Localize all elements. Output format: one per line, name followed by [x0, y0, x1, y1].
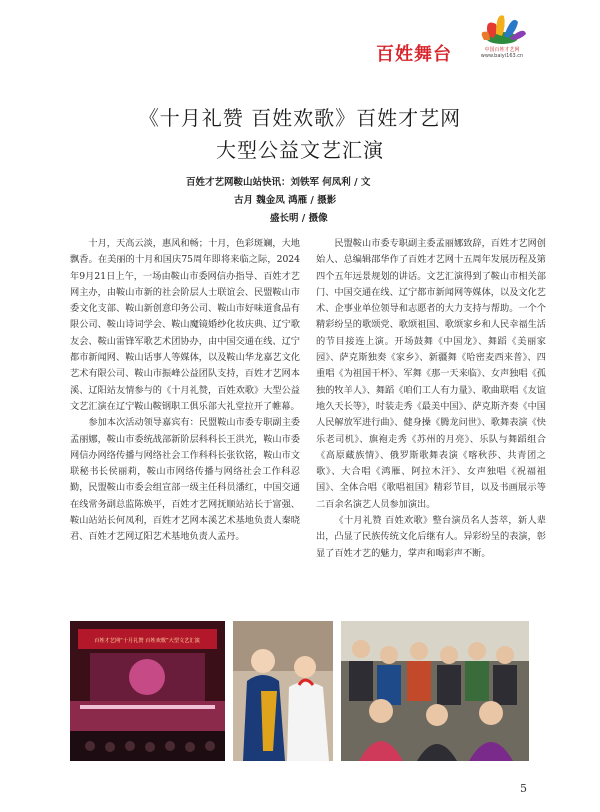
- article-title-line2: 大型公益文艺汇演: [216, 138, 384, 162]
- article-paragraph: 参加本次活动领导嘉宾有：民盟鞍山市委专职副主委孟丽娜，鞍山市委统战部新阶层科科长王洪光，鞍山市委网信办网络传播与网络社会工作科科长张钦铭，鞍山市文联秘书长侯丽莉，鞍山市网络传播与网络社会工作科忍勤，民盟鞍山市委会组宣部一级主任科员潘红，中国交通在线常务副总监陈焕平，百姓才艺网抚顺站站长于富强、鞍山站站长何凤利，百姓才艺网本溪艺术基地负责人秦晓君、百姓才艺网辽阳艺术基地负责人孟丹。: [70, 417, 300, 543]
- stage-banner-text: 百姓才艺网“十月礼赞 百姓欢歌”大型文艺汇演: [94, 638, 200, 644]
- stage-performance-photo: [70, 621, 225, 761]
- performers-photo: [233, 621, 333, 761]
- page-header: [0, 0, 600, 78]
- byline-authors: 百姓才艺网鞍山站快讯：刘铁军 何凤利 / 文: [186, 177, 371, 188]
- article-left-column: [70, 236, 300, 546]
- logo-url: www.baiyi163.cn: [480, 53, 524, 59]
- article-paragraph: 十月，天高云淡，惠风和畅；十月，色彩斑斓，大地飘香。在美丽的十月和国庆75周年即将来临之际，2024年9月21日上午，一场由鞍山市委网信办指导、百姓才艺网主办，由鞍山市新的社会阶层人士联谊会、民盟鞍山市委文化支部、鞍山新创意印务公司、鞍山市好味道食品有限公司、鞍山诗词学会、鞍山魔镜婚纱化妆庆典、辽宁歌友会、鞍山雷锋军歌艺术团协办，由中国交通在线、辽宁都市新闻网、鞍山话事人等媒体，以及鞍山华龙嘉艺文化艺术有限公司、鞍山市振峰公益团队支持，百姓才艺网本溪、辽阳站友情参与的《十月礼赞，百姓欢歌》大型公益文艺汇演在辽宁鞍山鞍钢职工俱乐部大礼堂拉开了帷幕。: [70, 238, 300, 412]
- article-paragraph: 《十月礼赞 百姓欢歌》整台演员名人荟萃，新人辈出，凸显了民族传统文化后继有人。异彩纷呈的表演，彰显了百姓才艺的魅力，掌声和喝彩声不断。: [316, 515, 546, 559]
- byline-photographers: 古月 魏金凤 鸿雁 / 摄影: [234, 195, 337, 206]
- byline-videographer: 盛长明 / 摄像: [270, 213, 328, 224]
- page-number: 5: [520, 782, 527, 795]
- flower-logo-icon: [474, 10, 530, 48]
- article-title-line1: 《十月礼赞 百姓欢歌》百姓才艺网: [138, 106, 462, 130]
- logo-name: 中国百姓才艺网: [484, 47, 520, 53]
- article-paragraph: 民盟鞍山市委专职副主委孟丽娜致辞，百姓才艺网创始人、总编辑邵华作了百姓才艺网十五周年发展历程及第四个五年远景规划的讲话。文艺汇演得到了鞍山市相关部门、中国交通在线、辽宁都市新闻网等媒体，以及文化艺术、企事业单位领导和志愿者的大力支持与帮助。一个个精彩纷呈的歌颂党、歌颂祖国、歌颂家乡和人民幸福生活的节目接连上演。开场鼓舞《中国龙》、舞蹈《美丽家园》、萨克斯独奏《家乡》、新疆舞《哈密麦西来普》、四重唱《为祖国干杯》、军舞《那一天来临》、女声独唱《孤独的牧羊人》、舞蹈《咱们工人有力量》、歌曲联唱《友谊地久天长等》，时装走秀《最美中国》、萨克斯齐奏《中国人民解放军进行曲》、健身操《腾龙问世》、歌舞表演《快乐老司机》、旗袍走秀《苏州的月亮》、乐队与舞蹈组合《高原藏族情》、俄罗斯歌舞表演《喀秋莎、共青团之歌》、大合唱《鸿雁、阿拉木汗》、女声独唱《祝福祖国》、全体合唱《歌唱祖国》精彩节目，以及书画展示等二百余名演艺人员参加演出。: [316, 238, 546, 510]
- group-photo: [341, 621, 529, 761]
- brand-title: 百姓舞台: [376, 44, 452, 65]
- article-right-column: [316, 236, 546, 562]
